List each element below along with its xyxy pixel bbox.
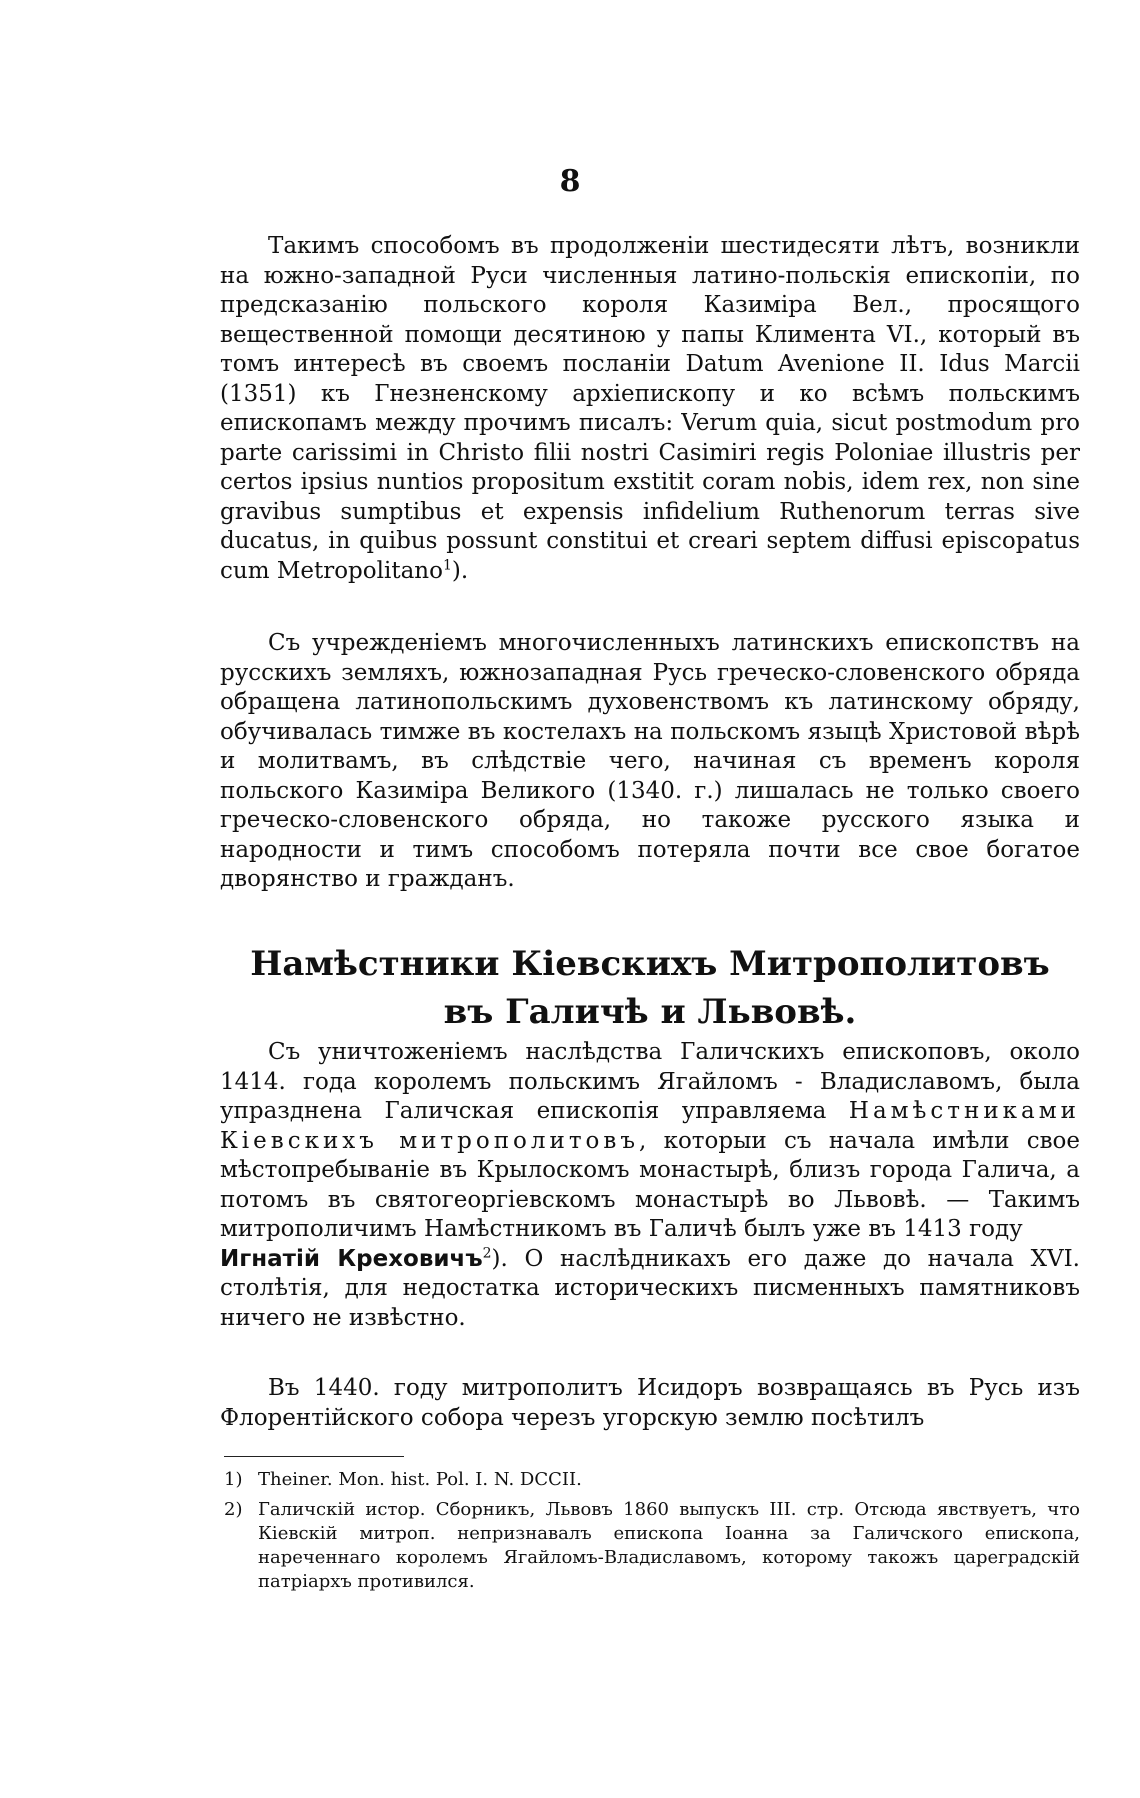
- paragraph-two: [220, 629, 1080, 895]
- section-heading-line-2: въ Галичѣ и Львовѣ.: [443, 992, 857, 1032]
- footnote-2-text: Галичскiй истор. Сборникъ, Львовъ 1860 выпускъ III. стр. Отсюда явствуетъ, что Кiевскiй митроп. непризнавалъ епископа Iоанна за Галичского епископа, нареченнаго королемъ Ягайломъ-Владиславомъ, которому такожъ цареградскiй патрiархъ противился.: [258, 1499, 1080, 1592]
- footnote-1: [224, 1468, 1080, 1492]
- page-number: 8: [559, 164, 581, 199]
- paragraph-three: [220, 1038, 1080, 1333]
- paragraph-three-start: Съ уничтоженiемъ наслѣдства Галичскихъ епископовъ, около 1414. года королемъ польскимъ Ягайломъ - Владиславомъ, была упразднена Галичская епископiя управляема: [220, 1039, 1080, 1124]
- paragraph-one-main: Такимъ способомъ въ продолженiи шестидесяти лѣтъ, возникли на южно-западной Руси численныя латино-польскiя епископiи, по предсказанiю польского короля Казимiра Вел., просящого вещественной помощи десятиною у папы Климента VI., который въ томъ интересѣ въ своемъ посланiи Datum Avenione II. Idus Marcii (1351) къ Гнезненскому архiепископу и ко всѣмъ польскимъ епископамъ между прочимъ писалъ: Verum quia, sicut postmodum pro parte carissimi in Christo filii nostri Casimiri regis Poloniae illustris per certos ipsius nuntios propositum exstitit coram nobis, idem rex, non sine gravibus sumptibus et expensis infidelium Ruthenorum terras sive ducatus, in quibus possunt constitui et creari septem diffusi episcopatus cum Metropolitano: [220, 233, 1080, 584]
- spaced-emphasis: Намѣстниками Кiевскихъ митрополитовъ: [220, 1098, 1080, 1154]
- footnote-1-mark: 1): [224, 1469, 243, 1490]
- footnote-2: [224, 1498, 1080, 1594]
- section-heading-line-1: Намѣстники Кiевскихъ Митрополитовъ: [250, 944, 1050, 984]
- paragraph-four: [220, 1374, 1080, 1433]
- paragraph-three-end: ). О наслѣдникахъ его даже до начала XVI. столѣтiя, для недостатка историческихъ писменныхъ памятниковъ ничего не извѣстно.: [220, 1245, 1080, 1331]
- paragraph-three-text: [220, 1038, 1080, 1333]
- footnotes: [224, 1468, 1080, 1600]
- paragraph-one-end: ).: [451, 557, 469, 584]
- section-heading: [220, 940, 1080, 1036]
- paragraph-four-text: Въ 1440. году митрополитъ Исидоръ возвращаясь въ Русь изъ Флорентiйского собора черезъ угорскую землю посѣтилъ: [220, 1375, 1080, 1431]
- paragraph-two-text: Съ учрежденiемъ многочисленныхъ латинскихъ епископствъ на русскихъ земляхъ, южнозападная Русь греческо-словенского обряда обращена латинопольскимъ духовенствомъ къ латинскому обряду, обучивалась тимже въ костелахъ на польскомъ языцѣ Христовой вѣрѣ и молитвамъ, въ слѣдствiе чего, начиная съ временъ короля польского Казимiра Великого (1340. г.) лишалась не только своего греческо-словенского обряда, но такоже русского языка и народности и тимъ способомъ потеряла почти все свое богатое дворянство и гражданъ.: [220, 630, 1080, 892]
- footnote-divider: [224, 1456, 404, 1457]
- paragraph-three-middle: , которыи съ начала имѣли свое мѣстопребыванiе въ Крылоскомъ монастырѣ, близъ города Галича, а потомъ въ святогеоргiевскомъ монастырѣ во Львовѣ. — Такимъ митрополичимъ Намѣстникомъ въ Галичѣ былъ уже въ 1413 году: [220, 1127, 1080, 1242]
- paragraph-one-text: [220, 232, 1080, 586]
- footnote-ref-1[interactable]: 1: [442, 556, 452, 573]
- paragraph-one: [220, 232, 1080, 586]
- footnote-1-text: Theiner. Mon. hist. Pol. I. N. DCCII.: [258, 1469, 582, 1490]
- person-name-bold: Игнатiй Креховичъ: [220, 1245, 483, 1272]
- footnote-2-mark: 2): [224, 1499, 243, 1520]
- footnote-ref-2[interactable]: 2: [482, 1244, 492, 1261]
